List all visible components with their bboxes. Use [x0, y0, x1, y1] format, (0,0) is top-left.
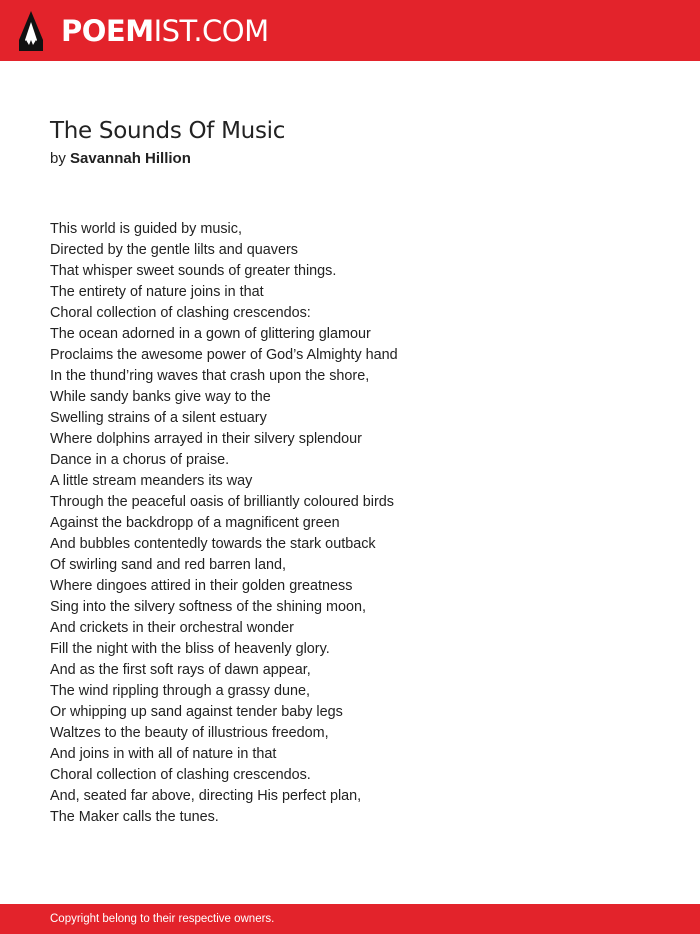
poem-line: Directed by the gentle lilts and quavers [50, 242, 298, 258]
poem-line: Against the backdropp of a magnificent green [50, 515, 340, 531]
poem-line: In the thund’ring waves that crash upon the shore, [50, 368, 370, 384]
poem-line: Dance in a chorus of praise. [50, 452, 230, 468]
poem-heading [50, 116, 650, 169]
author-link[interactable]: Savannah Hillion [70, 150, 191, 167]
site-logo-link[interactable] [17, 10, 269, 52]
poem-line: Choral collection of clashing crescendos. [50, 767, 311, 783]
poem-line: Waltzes to the beauty of illustrious freedom, [50, 725, 329, 741]
poem-line: Of swirling sand and red barren land, [50, 557, 286, 573]
poem-line: Proclaims the awesome power of God’s Almighty hand [50, 347, 398, 363]
site-footer [0, 904, 700, 934]
poem-line: Choral collection of clashing crescendos: [50, 305, 311, 321]
poem-line: And crickets in their orchestral wonder [50, 620, 294, 636]
site-logo-text [61, 10, 269, 52]
poem-line: The wind rippling through a grassy dune, [50, 683, 310, 699]
poem-line: Or whipping up sand against tender baby legs [50, 704, 343, 720]
poem-line: The ocean adorned in a gown of glittering glamour [50, 326, 371, 342]
logo-text-light: IST.COM [153, 14, 269, 48]
poem-line: A little stream meanders its way [50, 473, 253, 489]
poem-title: The Sounds Of Music [50, 118, 286, 144]
poem-line: And bubbles contentedly towards the stark outback [50, 536, 376, 552]
poem-line: And, seated far above, directing His perfect plan, [50, 788, 362, 804]
poem-line: And as the first soft rays of dawn appear, [50, 662, 311, 678]
poem-line: Swelling strains of a silent estuary [50, 410, 267, 426]
site-header [0, 0, 700, 61]
poem-line: Through the peaceful oasis of brilliantly coloured birds [50, 494, 394, 510]
poem-byline [50, 149, 650, 169]
poem-body [50, 219, 650, 828]
logo-text-bold: POEM [61, 14, 154, 48]
poem-line: Where dingoes attired in their golden greatness [50, 578, 353, 594]
poem-line: While sandy banks give way to the [50, 389, 271, 405]
poem-line: Sing into the silvery softness of the shining moon, [50, 599, 366, 615]
poem-line: This world is guided by music, [50, 221, 242, 237]
poem-line: Where dolphins arrayed in their silvery splendour [50, 431, 362, 447]
pen-nib-icon [17, 10, 45, 52]
poem-line: And joins in with all of nature in that [50, 746, 277, 762]
by-label: by [50, 150, 66, 167]
poem-line: The entirety of nature joins in that [50, 284, 264, 300]
poem-line: That whisper sweet sounds of greater things. [50, 263, 337, 279]
poem-line: Fill the night with the bliss of heavenly glory. [50, 641, 330, 657]
footer-copyright: Copyright belong to their respective owners. [50, 913, 275, 925]
poem-line: The Maker calls the tunes. [50, 809, 219, 825]
